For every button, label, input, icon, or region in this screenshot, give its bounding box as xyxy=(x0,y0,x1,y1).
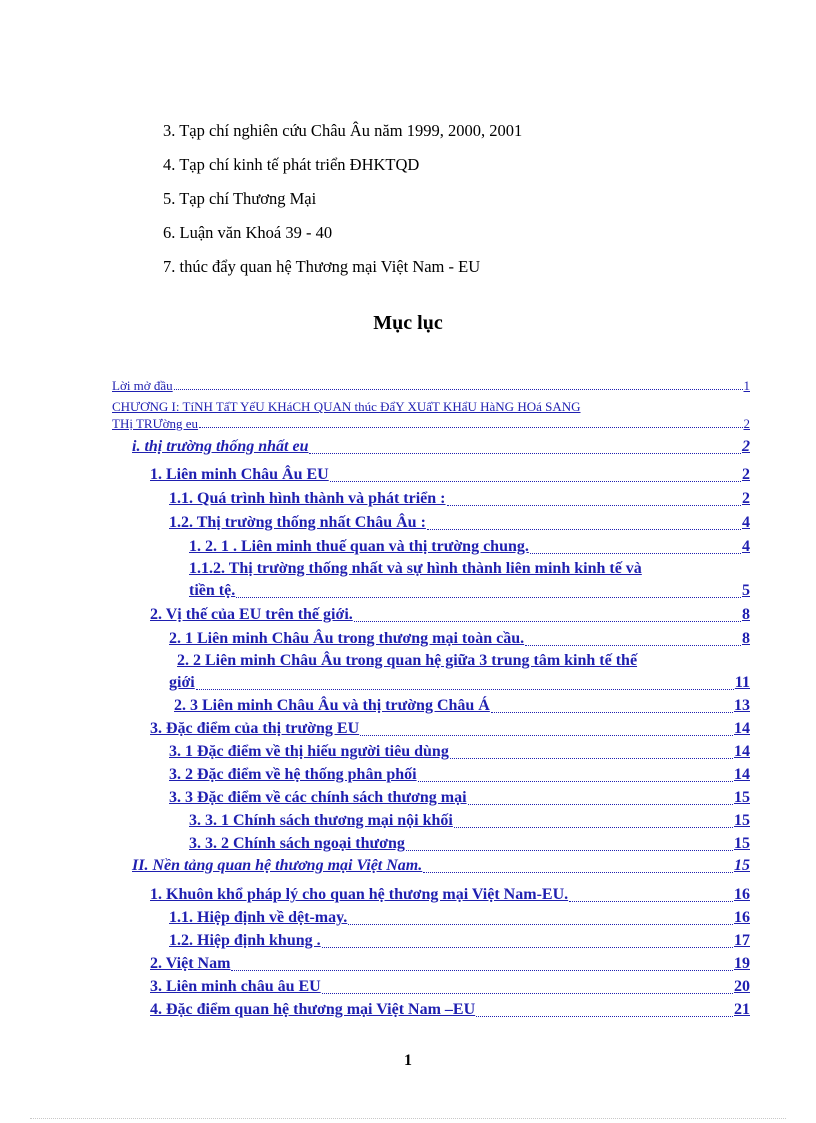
toc-leader xyxy=(418,781,733,782)
toc-leader xyxy=(476,1016,733,1017)
toc-entry-ii-4[interactable] xyxy=(150,999,750,1021)
toc-leader xyxy=(406,850,733,851)
toc-entry-2-2[interactable] xyxy=(169,650,750,694)
toc-entry-text: 2. 3 Liên minh Châu Âu và thị trường Châu Á xyxy=(174,697,490,714)
reference-item: 4. Tạp chí kinh tế phát triển ĐHKTQD xyxy=(163,155,420,174)
toc-leader xyxy=(491,712,733,713)
toc-entry-3-1[interactable] xyxy=(169,741,750,763)
toc-page-number: 1 xyxy=(743,378,750,393)
toc-page-number: 2 xyxy=(743,416,750,431)
toc-leader xyxy=(454,827,733,828)
toc-page-number: 11 xyxy=(734,674,750,691)
reference-list xyxy=(163,114,522,284)
toc-entry-ii-1-2[interactable] xyxy=(169,930,750,952)
toc-entry-3-2[interactable] xyxy=(169,764,750,786)
reference-item: 3. Tạp chí nghiên cứu Châu Âu năm 1999, 2000, 2001 xyxy=(163,121,523,140)
toc-entry-1-1-2[interactable] xyxy=(189,558,750,602)
toc-entry-text: 2. Vị thế của EU trên thế giới. xyxy=(150,606,353,623)
toc-entry-text: 1. Liên minh Châu Âu EU xyxy=(150,466,329,483)
toc-page-number: 19 xyxy=(734,955,750,972)
reference-item: 5. Tạp chí Thương Mại xyxy=(163,189,317,208)
toc-entry-1-2-1[interactable] xyxy=(189,536,750,558)
toc-entry-text: 1.1. Quá trình hình thành và phát triển : xyxy=(169,490,446,507)
toc-entry-1-1[interactable] xyxy=(169,488,750,510)
toc-leader xyxy=(322,947,733,948)
toc-entry-text: 3. 2 Đặc điểm về hệ thống phân phối xyxy=(169,766,417,783)
toc-entry-text: CHƯƠNG I: TíNH TấT YếU KHáCH QUAN thúc ĐẩY XUấT KHẩU HàNG HOá SANG xyxy=(112,399,581,414)
toc-entry-text: 3. Liên minh châu âu EU xyxy=(150,978,321,995)
toc-entry-ii-1[interactable] xyxy=(150,884,750,906)
toc-page-number: 14 xyxy=(734,743,750,760)
toc-leader xyxy=(450,758,733,759)
toc-entry-2-1[interactable] xyxy=(169,628,750,650)
toc-leader xyxy=(199,427,742,428)
toc-page-number: 15 xyxy=(734,835,750,852)
toc-leader xyxy=(468,804,733,805)
toc-leader xyxy=(360,735,733,736)
toc-leader xyxy=(309,453,741,454)
toc-entry-text-cont: giới xyxy=(169,674,195,691)
toc-leader xyxy=(322,993,733,994)
toc-entry-1-2[interactable] xyxy=(169,512,750,534)
toc-page-number: 8 xyxy=(742,606,750,623)
toc-entry-text: 3. 3. 2 Chính sách ngoại thương xyxy=(189,835,405,852)
toc-entry-text: 1. Khuôn khổ pháp lý cho quan hệ thương mại Việt Nam-EU. xyxy=(150,886,569,903)
toc-entry-section-ii[interactable] xyxy=(132,855,750,877)
toc-title: Mục lục xyxy=(373,312,443,334)
page-number: 1 xyxy=(404,1052,412,1069)
toc-page-number: 21 xyxy=(734,1001,750,1018)
toc-entry-section-i[interactable] xyxy=(132,436,750,458)
toc-entry-text: 3. Đặc điểm của thị trường EU xyxy=(150,720,360,737)
toc-page-number: 16 xyxy=(734,886,750,903)
toc-page-number: 2 xyxy=(742,466,750,483)
toc-leader xyxy=(196,689,734,690)
toc-entry-text-cont: THị TRƯờng eu xyxy=(112,416,199,431)
toc-entry-text: II. Nền tảng quan hệ thương mại Việt Nam. xyxy=(132,857,423,874)
toc-leader xyxy=(530,553,741,554)
toc-page-number: 20 xyxy=(734,978,750,995)
toc-entry-text: 1.2. Thị trường thống nhất Châu Âu : xyxy=(169,514,426,531)
toc-page-number: 17 xyxy=(734,932,750,949)
toc-entry-2[interactable] xyxy=(150,604,750,626)
toc-leader xyxy=(231,970,733,971)
toc-entry-text: 3. 3 Đặc điểm về các chính sách thương mại xyxy=(169,789,467,806)
toc-entry-text: i. thị trường thống nhất eu xyxy=(132,438,309,455)
toc-page-number: 4 xyxy=(742,538,750,555)
toc-entry-text: 2. 1 Liên minh Châu Âu trong thương mại toàn cầu. xyxy=(169,630,525,647)
toc-entry-text: 1. 2. 1 . Liên minh thuế quan và thị trường chung. xyxy=(189,538,529,555)
toc-leader xyxy=(423,872,733,873)
toc-entry-ii-2[interactable] xyxy=(150,953,750,975)
toc-leader xyxy=(447,505,741,506)
toc-entry-3-3[interactable] xyxy=(169,787,750,809)
toc-entry-ii-3[interactable] xyxy=(150,976,750,998)
toc-page-number: 16 xyxy=(734,909,750,926)
toc-page-number: 14 xyxy=(734,766,750,783)
toc-entry-text: 2. 2 Liên minh Châu Âu trong quan hệ giữa 3 trung tâm kinh tế thế xyxy=(177,652,638,669)
toc-entry-text: Lời mở đầu xyxy=(112,378,173,393)
toc-page-number: 5 xyxy=(742,582,750,599)
toc-page-number: 2 xyxy=(742,490,750,507)
toc-page-number: 15 xyxy=(734,812,750,829)
toc-entry-text: 3. 3. 1 Chính sách thương mại nội khối xyxy=(189,812,453,829)
toc-page-number: 8 xyxy=(742,630,750,647)
toc-page-number: 15 xyxy=(734,789,750,806)
toc-leader xyxy=(236,597,741,598)
toc-entry-text: 1.1.2. Thị trường thống nhất và sự hình thành liên minh kinh tế và xyxy=(189,560,642,577)
reference-item: 6. Luận văn Khoá 39 - 40 xyxy=(163,223,333,242)
toc-entry-2-3[interactable] xyxy=(174,695,750,717)
reference-item: 7. thúc đẩy quan hệ Thương mại Việt Nam - EU xyxy=(163,257,481,276)
toc-entry-text: 4. Đặc điểm quan hệ thương mại Việt Nam –EU xyxy=(150,1001,476,1018)
toc-entry-text: 1.2. Hiệp định khung . xyxy=(169,932,321,949)
toc-entry-ii-1-1[interactable] xyxy=(169,907,750,929)
page-footer-divider xyxy=(30,1118,786,1119)
toc-leader xyxy=(525,645,741,646)
toc-entry-intro[interactable] xyxy=(112,377,750,394)
toc-entry-text: 2. Việt Nam xyxy=(150,955,231,972)
toc-leader xyxy=(348,924,733,925)
toc-entry-1[interactable] xyxy=(150,464,750,486)
toc-entry-3[interactable] xyxy=(150,718,750,740)
toc-page-number: 4 xyxy=(742,514,750,531)
toc-leader xyxy=(174,389,743,390)
toc-entry-3-3-2[interactable] xyxy=(189,833,750,855)
toc-entry-text-cont: tiền tệ. xyxy=(189,582,236,599)
toc-entry-3-3-1[interactable] xyxy=(189,810,750,832)
toc-leader xyxy=(569,901,733,902)
toc-entry-text: 1.1. Hiệp định về dệt-may. xyxy=(169,909,348,926)
toc-page-number: 13 xyxy=(734,697,750,714)
toc-entry-text: 3. 1 Đặc điểm về thị hiếu người tiêu dùng xyxy=(169,743,449,760)
toc-leader xyxy=(427,529,741,530)
toc-leader xyxy=(330,481,741,482)
toc-leader xyxy=(354,621,741,622)
toc-entry-chapter-1[interactable] xyxy=(112,398,750,432)
toc-page-number: 15 xyxy=(734,857,750,874)
toc-page-number: 2 xyxy=(742,438,750,455)
toc-page-number: 14 xyxy=(734,720,750,737)
